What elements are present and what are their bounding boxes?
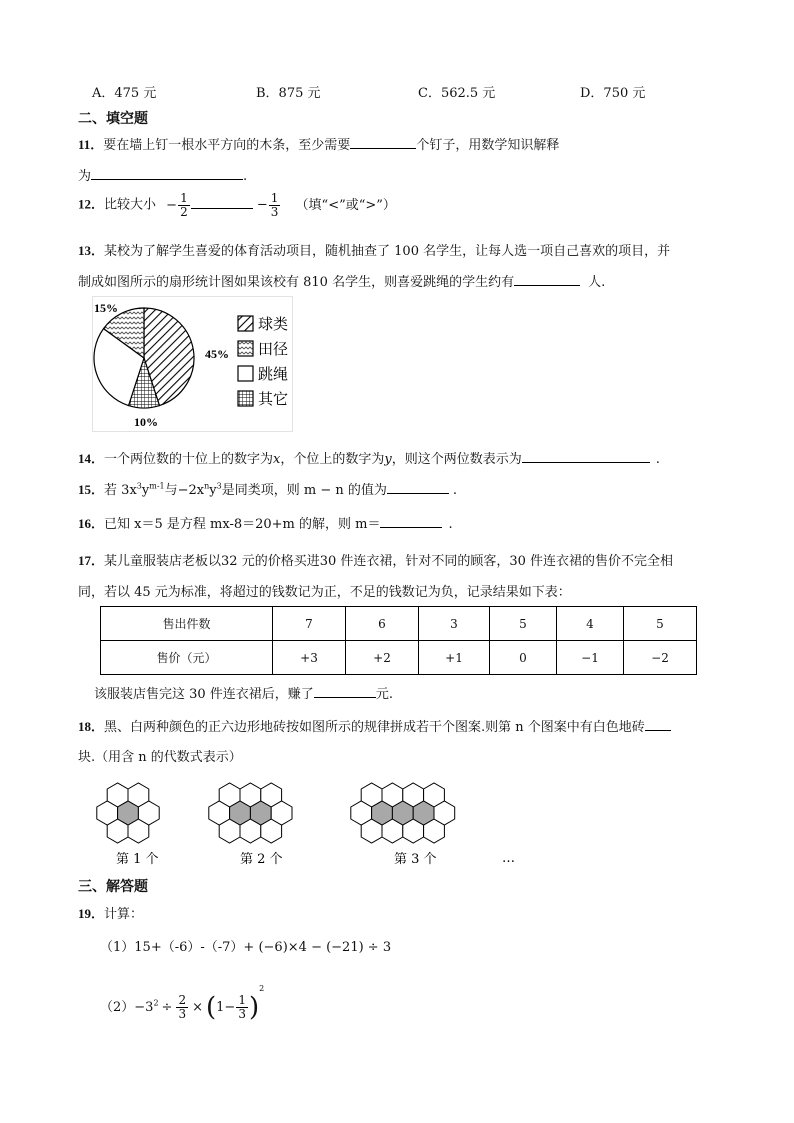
q19-p2-frac2-num: 1 bbox=[238, 993, 246, 1008]
q12-frac1-sign: − bbox=[166, 197, 178, 213]
q19-p2-label: （2） bbox=[100, 1000, 135, 1015]
q12-text-b: （填“<”或“>”） bbox=[295, 197, 396, 213]
q15-term1 bbox=[121, 483, 164, 498]
question-17-line3 bbox=[94, 683, 393, 702]
q11-blank-2[interactable] bbox=[91, 167, 243, 180]
q13-line1: 某校为了解学生喜爱的体育活动项目，随机抽查了 100 名学生，让每人选一项自己喜欢的项目，并 bbox=[104, 244, 671, 259]
q15-term2 bbox=[178, 483, 222, 498]
q15-term2-c: y bbox=[209, 483, 217, 498]
table-cell: 5 bbox=[624, 607, 697, 641]
q18-number: 18． bbox=[78, 719, 105, 734]
q14-var-x: x bbox=[273, 452, 281, 467]
question-18 bbox=[78, 716, 671, 735]
q11-text-c: 为 bbox=[78, 169, 92, 184]
q19-p2-frac-den: 3 bbox=[178, 1007, 187, 1021]
q16-text-b: . bbox=[448, 517, 453, 532]
legend-label: 其它 bbox=[258, 390, 289, 408]
table-cell: 3 bbox=[419, 607, 490, 641]
question-17 bbox=[78, 550, 673, 569]
table-cell: −1 bbox=[557, 641, 624, 675]
q12-frac2-sign: − bbox=[256, 197, 268, 213]
q19-p2-d: × bbox=[192, 1000, 203, 1015]
table-cell: 4 bbox=[557, 607, 624, 641]
table-row-label: 售出件数 bbox=[101, 607, 273, 641]
question-19 bbox=[78, 903, 143, 922]
table-row-label: 售价（元） bbox=[101, 641, 273, 675]
q15-term1-a: 3x bbox=[121, 483, 137, 498]
question-12 bbox=[78, 192, 396, 218]
legend-swatch bbox=[238, 341, 253, 356]
q15-number: 15． bbox=[78, 482, 105, 497]
q19-p2-c: ÷ bbox=[161, 1000, 173, 1015]
table-cell: +3 bbox=[273, 641, 346, 675]
section-fill-blank-title: 二、填空题 bbox=[78, 111, 148, 127]
q15-text-d: . bbox=[452, 483, 458, 498]
q12-frac2-num: 1 bbox=[270, 191, 279, 205]
q19-p2-f: 2 bbox=[259, 984, 265, 993]
hexagon-tile-figures bbox=[94, 775, 520, 867]
q12-frac2-den: 3 bbox=[270, 204, 279, 219]
q14-blank[interactable] bbox=[522, 450, 650, 463]
q15-text-b: 与 bbox=[164, 483, 178, 498]
q13-number: 13． bbox=[78, 243, 105, 258]
figure-caption-ellipsis: … bbox=[502, 851, 515, 866]
q14-text-a: 一个两位数的十位上的数字为 bbox=[104, 452, 274, 467]
q10-option-a: A．475 元 bbox=[92, 86, 157, 101]
q14-text-c: ，则这个两位数表示为 bbox=[391, 452, 522, 467]
q13-line2a: 制成如图所示的扇形统计图如果该校有 810 名学生，则喜爱跳绳的学生约有 bbox=[78, 275, 515, 290]
question-14 bbox=[78, 448, 660, 467]
legend-label: 跳绳 bbox=[258, 365, 289, 383]
q13-blank[interactable] bbox=[514, 273, 580, 286]
legend-swatch bbox=[238, 391, 253, 406]
q19-p2-frac2-den: 3 bbox=[238, 1007, 246, 1021]
q11-text-a: 要在墙上钉一根水平方向的木条，至少需要 bbox=[103, 138, 351, 153]
q19-p2-fraction2 bbox=[236, 994, 248, 1020]
pie-value-label: 45% bbox=[205, 347, 229, 361]
q14-text-b: ，个位上的数字为 bbox=[280, 452, 385, 467]
pie-chart bbox=[92, 296, 294, 432]
legend-label: 球类 bbox=[258, 315, 289, 333]
q17-number: 17． bbox=[78, 553, 105, 568]
pie-value-label: 10% bbox=[134, 415, 158, 429]
q15-term1-b: 3 bbox=[136, 481, 142, 491]
question-11-line2 bbox=[78, 165, 247, 184]
question-19-part2 bbox=[100, 984, 264, 1023]
q10-option-d: D．750 元 bbox=[580, 86, 646, 101]
table-cell: −2 bbox=[624, 641, 697, 675]
q18-line1: 黑、白两种颜色的正六边形地砖按如图所示的规律拼成若干个图案.则第 n 个图案中有白色地砖 bbox=[104, 720, 645, 735]
pie-value-label: 15% bbox=[94, 301, 118, 315]
question-19-part1 bbox=[100, 936, 391, 955]
q19-p2-a: −3 bbox=[134, 1000, 154, 1015]
q15-term2-a: −2x bbox=[177, 483, 205, 498]
q18-blank[interactable] bbox=[645, 718, 671, 731]
question-18-line2: 块.（用含 n 的代数式表示） bbox=[78, 750, 242, 765]
q15-term2-b: n bbox=[204, 481, 210, 491]
q15-blank[interactable] bbox=[387, 481, 449, 494]
q16-text-a: 已知 x＝5 是方程 mx-8＝20+m 的解，则 m＝ bbox=[104, 517, 381, 532]
question-13-line2 bbox=[78, 271, 605, 290]
q14-var-y: y bbox=[384, 452, 392, 467]
legend-swatch bbox=[238, 316, 253, 331]
table-row bbox=[101, 641, 697, 675]
q17-line1: 某儿童服装店老板以32 元的价格买进30 件连衣裙，针对不同的顾客，30 件连衣裙的售价不完全相 bbox=[104, 554, 674, 569]
q10-option-b: B．875 元 bbox=[256, 86, 321, 101]
q15-text-c: 是同类项，则 m − n 的值为 bbox=[221, 483, 387, 498]
q14-text-d: . bbox=[655, 452, 660, 467]
pie-slices bbox=[94, 308, 194, 408]
question-16 bbox=[78, 513, 453, 532]
table-cell: 5 bbox=[490, 607, 557, 641]
table-cell: +1 bbox=[419, 641, 490, 675]
pie-legend bbox=[238, 315, 288, 408]
figure-caption-2: 第 2 个 bbox=[240, 852, 283, 867]
q17-line3a: 该服装店售完这 30 件连衣裙后，赚了 bbox=[94, 687, 314, 702]
q12-fraction-2 bbox=[269, 192, 281, 218]
table-cell: +2 bbox=[346, 641, 419, 675]
legend-swatch bbox=[238, 366, 253, 381]
q15-term1-d: m-1 bbox=[149, 481, 165, 491]
q12-number: 12． bbox=[78, 196, 105, 212]
q19-p1-expr: 15+（-6）-（-7）+ (−6)×4 − (−21) ÷ 3 bbox=[134, 940, 392, 955]
q12-blank[interactable] bbox=[191, 196, 253, 209]
q11-number: 11． bbox=[78, 137, 104, 152]
q16-number: 16． bbox=[78, 516, 105, 531]
figure-caption-3: 第 3 个 bbox=[394, 852, 437, 867]
q17-blank[interactable] bbox=[314, 685, 376, 698]
q19-number: 19． bbox=[78, 906, 105, 921]
q15-text-a: 若 bbox=[104, 483, 118, 498]
q11-text-d: . bbox=[243, 169, 248, 184]
question-13 bbox=[78, 240, 670, 259]
q10-option-c: C．562.5 元 bbox=[418, 86, 496, 101]
sales-record-table bbox=[100, 606, 697, 675]
q15-term1-c: y bbox=[141, 483, 150, 498]
q12-text-a: 比较大小 bbox=[104, 197, 157, 213]
question-17-line2: 同，若以 45 元为标准，将超过的钱数记为正，不足的钱数记为负，记录结果如下表： bbox=[78, 585, 571, 600]
q19-p2-e: 1− bbox=[216, 1000, 236, 1015]
question-11 bbox=[78, 134, 559, 153]
legend-label: 田径 bbox=[258, 340, 289, 358]
q15-term2-d: 3 bbox=[216, 481, 222, 491]
q12-frac1-den: 2 bbox=[180, 204, 188, 219]
q12-frac1-num: 1 bbox=[180, 191, 188, 205]
q19-p1-label: （1） bbox=[100, 940, 135, 955]
q11-blank-1[interactable] bbox=[350, 136, 416, 149]
q14-number: 14． bbox=[78, 451, 105, 466]
q19-text: 计算： bbox=[104, 907, 144, 922]
table-row bbox=[101, 607, 697, 641]
q19-p2-b: 2 bbox=[153, 998, 159, 1008]
q16-blank[interactable] bbox=[380, 515, 442, 528]
q19-p2-fraction bbox=[176, 994, 188, 1020]
question-15 bbox=[78, 479, 457, 498]
table-cell: 6 bbox=[346, 607, 419, 641]
q19-p2-lparen: ( bbox=[206, 992, 217, 1023]
table-cell: 7 bbox=[273, 607, 346, 641]
section-answer-title: 三、解答题 bbox=[78, 879, 148, 895]
q13-line2b: 人. bbox=[588, 275, 606, 290]
q17-line3b: 元. bbox=[375, 687, 393, 702]
hexagon-group bbox=[97, 783, 455, 843]
q19-p2-frac-num: 2 bbox=[178, 993, 187, 1008]
figure-caption-1: 第 1 个 bbox=[116, 852, 159, 867]
q19-p2-rparen: ) bbox=[248, 992, 260, 1023]
table-cell: 0 bbox=[490, 641, 557, 675]
q11-text-b: 个钉子，用数学知识解释 bbox=[416, 138, 560, 153]
q12-fraction-1 bbox=[178, 192, 190, 218]
